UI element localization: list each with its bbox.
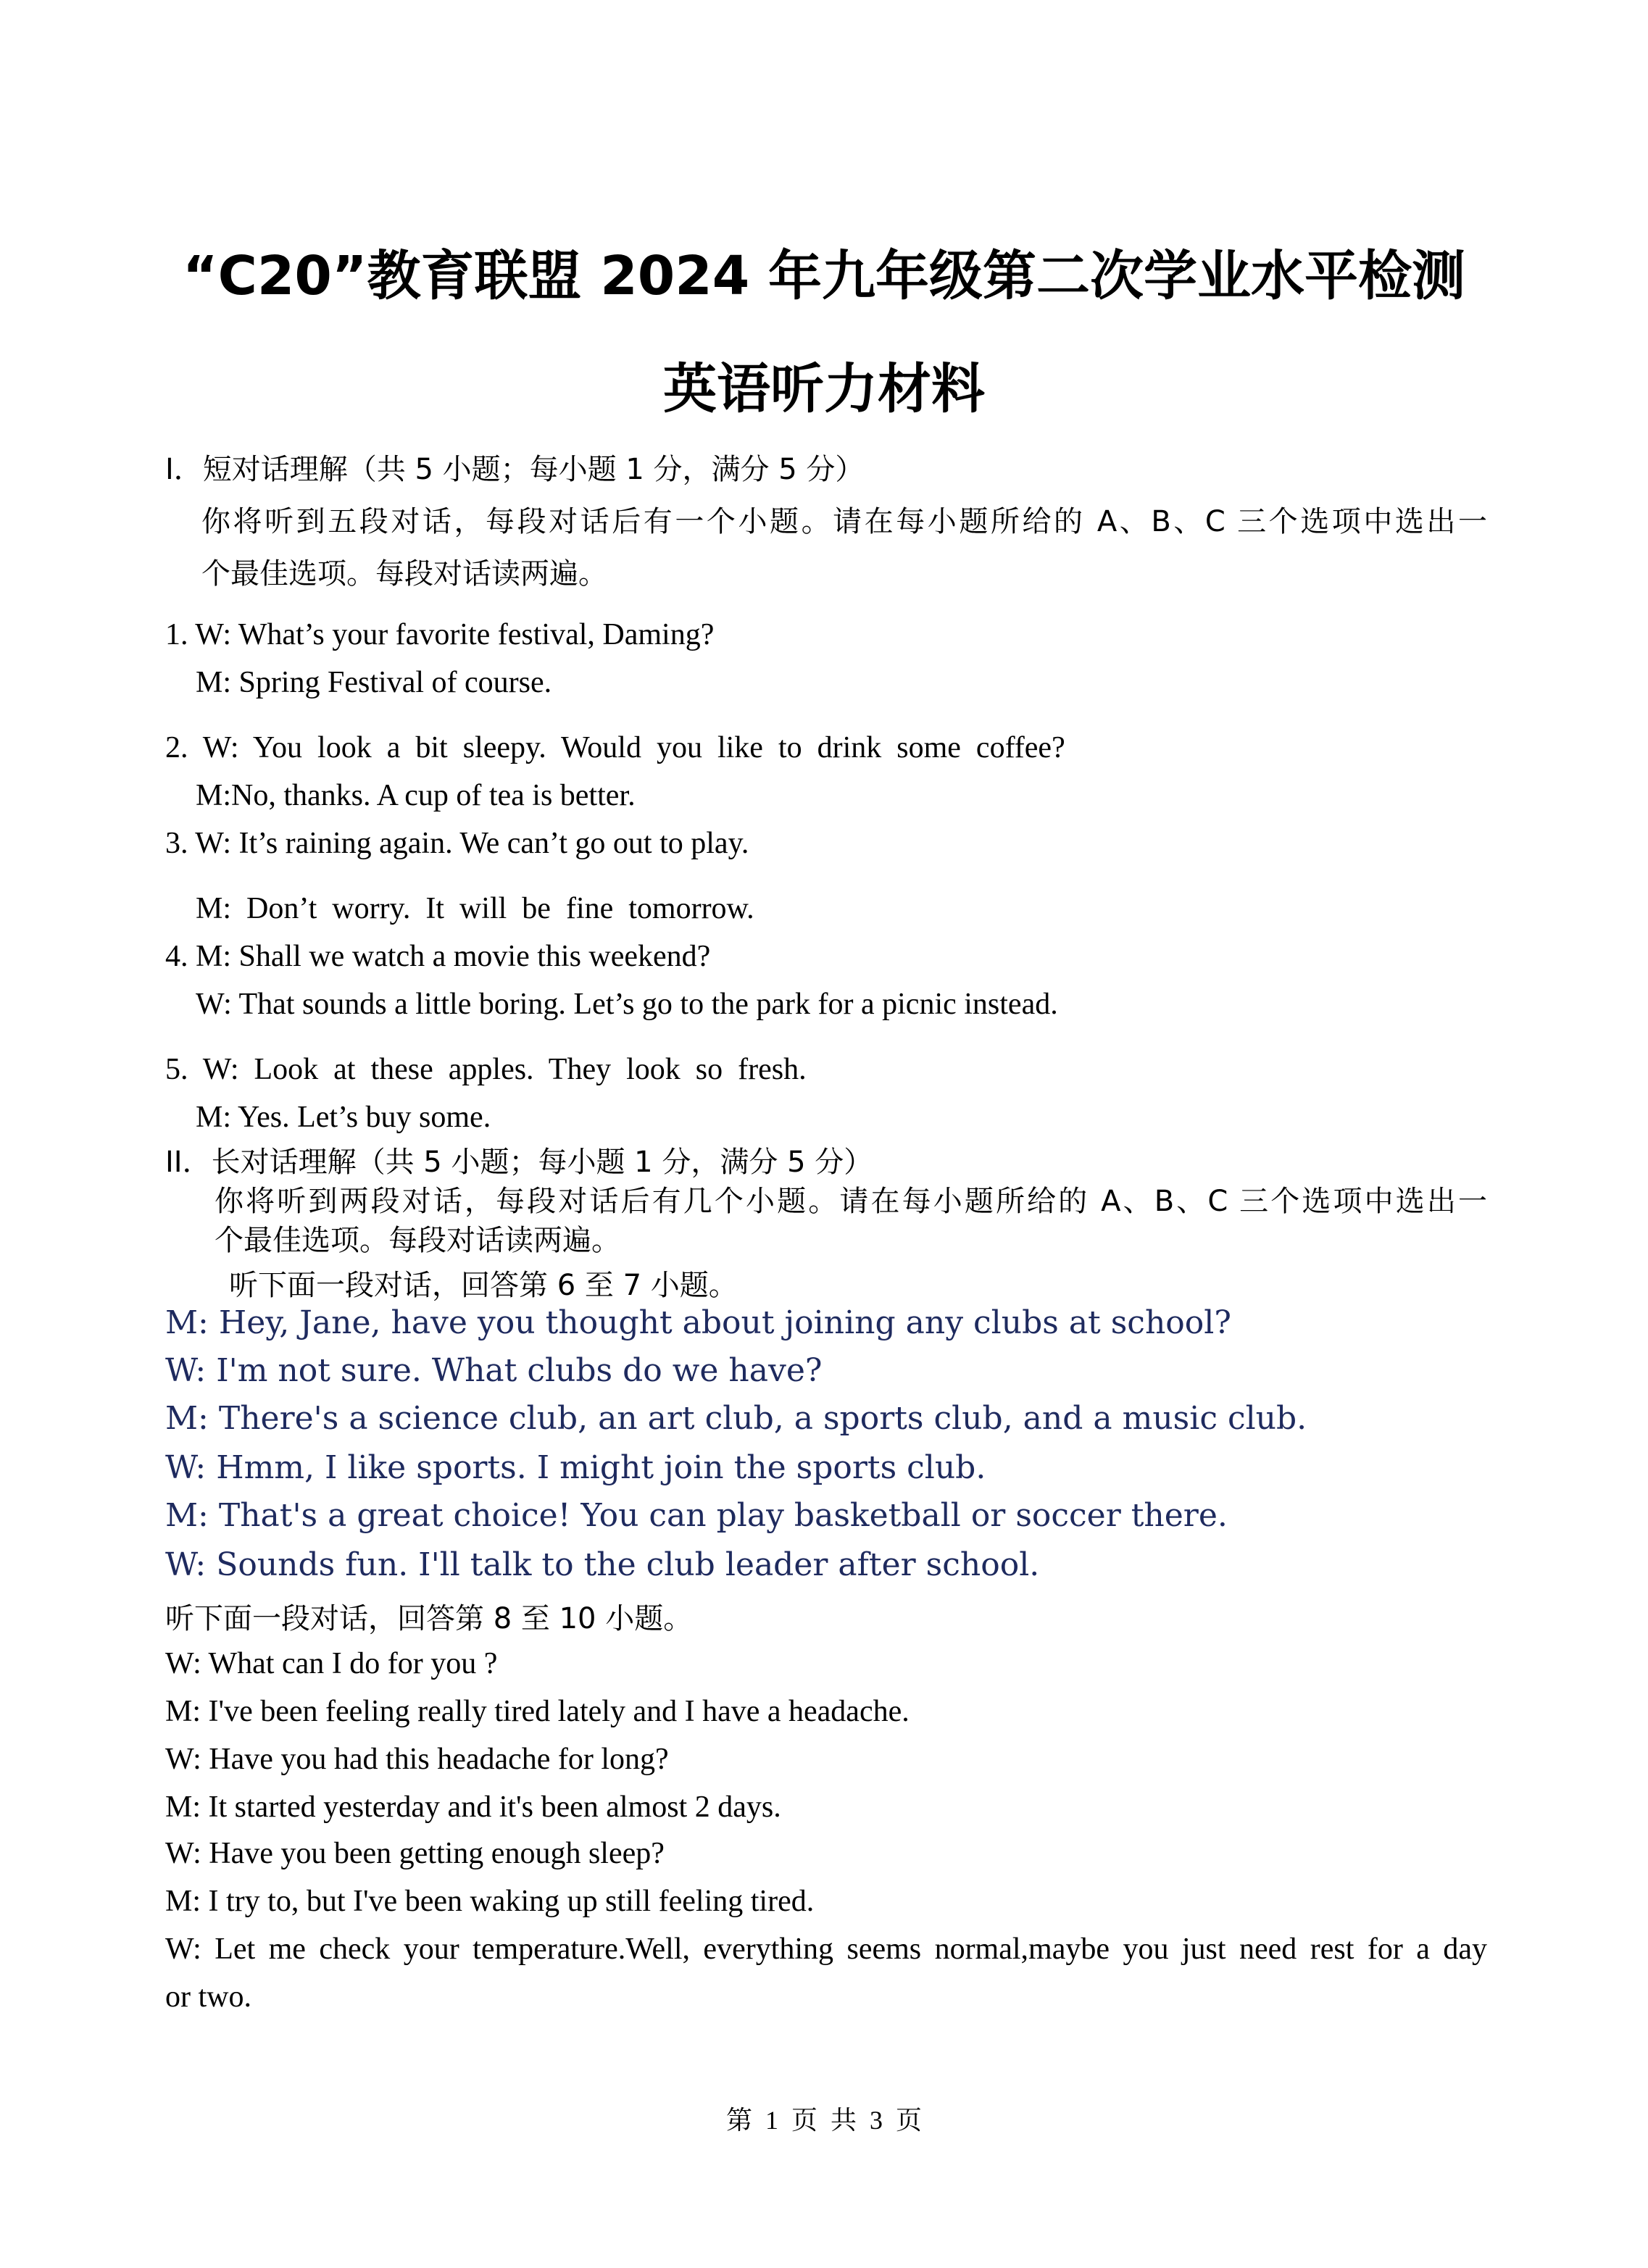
dialog1-line: W: I'm not sure. What clubs do we have?: [165, 1352, 823, 1389]
q5-line2: M: Yes. Let’s buy some.: [196, 1101, 491, 1134]
section2-instruction-line1: 你将听到两段对话，每段对话后有几个小题。请在每小题所给的 A、B、C 三个选项中选出一: [215, 1185, 1487, 1218]
section1-heading: I．短对话理解（共 5 小题；每小题 1 分，满分 5 分）: [165, 453, 865, 486]
q3-line1: 3. W: It’s raining again. We can’t go out to play.: [165, 827, 749, 860]
section2-heading: II．长对话理解（共 5 小题；每小题 1 分，满分 5 分）: [165, 1146, 873, 1179]
dialog1-line: W: Sounds fun. I'll talk to the club leader after school.: [165, 1546, 1040, 1583]
q4-line2: W: That sounds a little boring. Let’s go to the park for a picnic instead.: [196, 988, 1058, 1021]
q1-line1: 1. W: What’s your favorite festival, Daming?: [165, 618, 715, 651]
page-title: “C20”教育联盟 2024 年九年级第二次学业水平检测: [182, 245, 1466, 307]
section1-instruction-line1: 你将听到五段对话，每段对话后有一个小题。请在每小题所给的 A、B、C 三个选项中选出一: [201, 505, 1487, 538]
q4-line1: 4. M: Shall we watch a movie this weekend?: [165, 940, 711, 973]
dialog2-line: M: I try to, but I've been waking up still feeling tired.: [165, 1885, 815, 1918]
dialog2-line: M: It started yesterday and it's been almost 2 days.: [165, 1790, 781, 1824]
page-number: 第 1 页 共 3 页: [725, 2106, 922, 2135]
dialog2-line: or two.: [165, 1980, 251, 2014]
q5-line1: 5. W: Look at these apples. They look so fresh.: [165, 1053, 807, 1086]
q1-line2: M: Spring Festival of course.: [196, 666, 552, 699]
dialog2-line: W: What can I do for you ?: [165, 1647, 498, 1680]
dialog1-line: W: Hmm, I like sports. I might join the sports club.: [165, 1449, 986, 1486]
section1-instruction-line2: 个最佳选项。每段对话读两遍。: [201, 557, 607, 591]
q2-line1: 2. W: You look a bit sleepy. Would you like to drink some coffee?: [165, 731, 1065, 764]
section2-instruction-line2: 个最佳选项。每段对话读两遍。: [215, 1224, 620, 1257]
q2-line2: M:No, thanks. A cup of tea is better.: [196, 779, 636, 812]
q3-line2: M: Don’t worry. It will be fine tomorrow.: [196, 892, 754, 925]
dialog1-line: M: That's a great choice! You can play basketball or soccer there.: [165, 1497, 1228, 1534]
dialog2-line: W: Have you been getting enough sleep?: [165, 1837, 665, 1870]
dialog1-line: M: There's a science club, an art club, a sports club, and a music club.: [165, 1400, 1307, 1437]
dialog2-line: W: Let me check your temperature.Well, everything seems normal,maybe you just need rest for a day: [165, 1933, 1487, 1966]
dialog2-line: M: I've been feeling really tired lately and I have a headache.: [165, 1695, 910, 1728]
dialog1-line: M: Hey, Jane, have you thought about joining any clubs at school?: [165, 1304, 1231, 1341]
dialog1-intro: 听下面一段对话，回答第 6 至 7 小题。: [229, 1269, 738, 1302]
dialog2-line: W: Have you had this headache for long?: [165, 1743, 669, 1776]
page-subtitle: 英语听力材料: [663, 358, 985, 420]
dialog2-intro: 听下面一段对话，回答第 8 至 10 小题。: [165, 1602, 693, 1635]
